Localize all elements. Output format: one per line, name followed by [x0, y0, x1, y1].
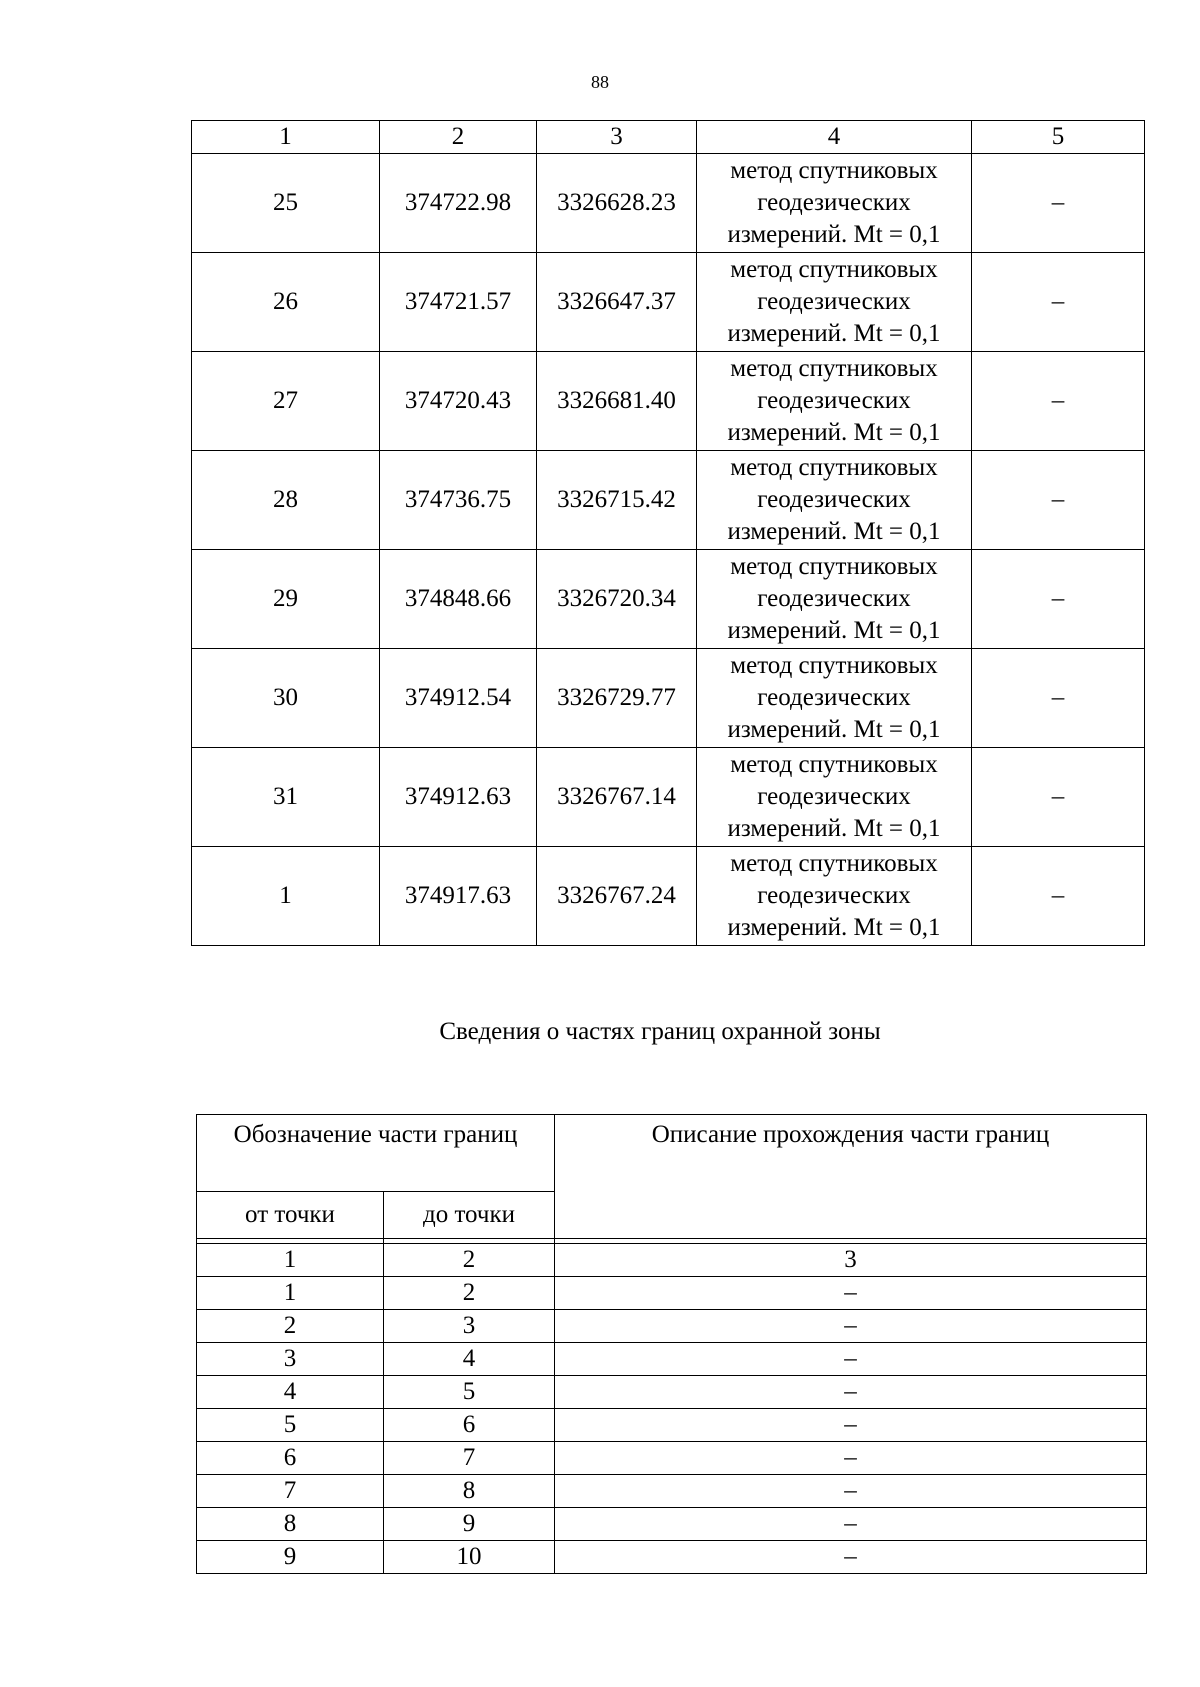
method-line: измерений. Mt = 0,1: [727, 518, 941, 545]
coordinates-header-row: [192, 121, 1145, 154]
method-line: геодезических: [757, 387, 911, 414]
boundary-parts-table: [196, 1114, 1147, 1574]
method-line: метод спутниковых: [730, 751, 938, 778]
from-point-header: от точки: [197, 1192, 384, 1239]
coordinates-table: [191, 120, 1145, 946]
coordinates-col-5-header: 5: [972, 121, 1145, 154]
coordinates-col-1-header: 1: [192, 121, 380, 154]
part-description: –: [555, 1541, 1147, 1574]
note: –: [972, 253, 1145, 352]
method-description: [697, 649, 972, 748]
method-line: метод спутниковых: [730, 355, 938, 382]
table-row: [192, 550, 1145, 649]
part-description: –: [555, 1310, 1147, 1343]
part-description: –: [555, 1508, 1147, 1541]
x-coordinate: 374917.63: [380, 847, 537, 946]
point-number: 25: [192, 154, 380, 253]
note: –: [972, 550, 1145, 649]
from-point: 5: [197, 1409, 384, 1442]
coordinates-col-4-header: 4: [697, 121, 972, 154]
part-description: –: [555, 1376, 1147, 1409]
point-number: 29: [192, 550, 380, 649]
x-coordinate: 374912.54: [380, 649, 537, 748]
point-number: 31: [192, 748, 380, 847]
from-point: 9: [197, 1541, 384, 1574]
section-title: Сведения о частях границ охранной зоны: [439, 1018, 881, 1045]
table-row: [192, 451, 1145, 550]
table-row: [197, 1277, 1147, 1310]
to-point: 9: [384, 1508, 555, 1541]
to-point: 2: [384, 1277, 555, 1310]
x-coordinate: 374912.63: [380, 748, 537, 847]
method-line: геодезических: [757, 684, 911, 711]
note: –: [972, 451, 1145, 550]
method-line: геодезических: [757, 189, 911, 216]
part-description: –: [555, 1343, 1147, 1376]
y-coordinate: 3326628.23: [537, 154, 697, 253]
method-line: измерений. Mt = 0,1: [727, 617, 941, 644]
table-row: [192, 154, 1145, 253]
from-point: 8: [197, 1508, 384, 1541]
parts-col-number-row: [197, 1244, 1147, 1277]
to-point: 3: [384, 1310, 555, 1343]
part-description: –: [555, 1409, 1147, 1442]
table-row: [192, 649, 1145, 748]
table-row: [197, 1475, 1147, 1508]
method-line: метод спутниковых: [730, 850, 938, 877]
table-row: [192, 847, 1145, 946]
method-description: [697, 253, 972, 352]
parts-col-2-number: 2: [384, 1244, 555, 1277]
method-line: геодезических: [757, 585, 911, 612]
table-row: [197, 1409, 1147, 1442]
method-line: метод спутниковых: [730, 553, 938, 580]
method-description: [697, 154, 972, 253]
point-number: 1: [192, 847, 380, 946]
point-number: 26: [192, 253, 380, 352]
part-description: –: [555, 1475, 1147, 1508]
method-description: [697, 352, 972, 451]
from-point: 4: [197, 1376, 384, 1409]
method-line: метод спутниковых: [730, 652, 938, 679]
method-line: измерений. Mt = 0,1: [727, 716, 941, 743]
y-coordinate: 3326647.37: [537, 253, 697, 352]
from-point: 3: [197, 1343, 384, 1376]
to-point: 8: [384, 1475, 555, 1508]
y-coordinate: 3326729.77: [537, 649, 697, 748]
to-point: 7: [384, 1442, 555, 1475]
y-coordinate: 3326767.24: [537, 847, 697, 946]
from-point: 6: [197, 1442, 384, 1475]
x-coordinate: 374721.57: [380, 253, 537, 352]
part-description: –: [555, 1442, 1147, 1475]
method-line: метод спутниковых: [730, 157, 938, 184]
from-point: 1: [197, 1277, 384, 1310]
note: –: [972, 649, 1145, 748]
coordinates-col-2-header: 2: [380, 121, 537, 154]
y-coordinate: 3326720.34: [537, 550, 697, 649]
note: –: [972, 748, 1145, 847]
x-coordinate: 374736.75: [380, 451, 537, 550]
description-header: Описание прохождения части границ: [555, 1115, 1147, 1239]
method-line: измерений. Mt = 0,1: [727, 419, 941, 446]
parts-header-row: [197, 1115, 1147, 1192]
x-coordinate: 374722.98: [380, 154, 537, 253]
to-point: 4: [384, 1343, 555, 1376]
to-point-header: до точки: [384, 1192, 555, 1239]
y-coordinate: 3326715.42: [537, 451, 697, 550]
note: –: [972, 847, 1145, 946]
to-point: 6: [384, 1409, 555, 1442]
parts-col-3-number: 3: [555, 1244, 1147, 1277]
point-number: 27: [192, 352, 380, 451]
note: –: [972, 154, 1145, 253]
to-point: 5: [384, 1376, 555, 1409]
method-description: [697, 847, 972, 946]
part-description: –: [555, 1277, 1147, 1310]
table-row: [197, 1508, 1147, 1541]
method-line: метод спутниковых: [730, 454, 938, 481]
method-description: [697, 451, 972, 550]
from-point: 2: [197, 1310, 384, 1343]
method-line: геодезических: [757, 882, 911, 909]
to-point: 10: [384, 1541, 555, 1574]
method-line: геодезических: [757, 783, 911, 810]
method-line: измерений. Mt = 0,1: [727, 815, 941, 842]
table-row: [192, 748, 1145, 847]
from-point: 7: [197, 1475, 384, 1508]
y-coordinate: 3326681.40: [537, 352, 697, 451]
table-row: [197, 1442, 1147, 1475]
method-line: геодезических: [757, 486, 911, 513]
method-line: метод спутниковых: [730, 256, 938, 283]
x-coordinate: 374848.66: [380, 550, 537, 649]
table-row: [197, 1376, 1147, 1409]
note: –: [972, 352, 1145, 451]
y-coordinate: 3326767.14: [537, 748, 697, 847]
x-coordinate: 374720.43: [380, 352, 537, 451]
point-number: 28: [192, 451, 380, 550]
method-line: измерений. Mt = 0,1: [727, 914, 941, 941]
coordinates-col-3-header: 3: [537, 121, 697, 154]
method-description: [697, 748, 972, 847]
table-row: [197, 1310, 1147, 1343]
method-description: [697, 550, 972, 649]
table-row: [197, 1343, 1147, 1376]
method-line: измерений. Mt = 0,1: [727, 221, 941, 248]
method-line: измерений. Mt = 0,1: [727, 320, 941, 347]
page-number: 88: [591, 72, 609, 92]
method-line: геодезических: [757, 288, 911, 315]
point-number: 30: [192, 649, 380, 748]
table-row: [192, 253, 1145, 352]
designation-header: Обозначение части границ: [197, 1115, 555, 1192]
table-row: [192, 352, 1145, 451]
table-row: [197, 1541, 1147, 1574]
parts-col-1-number: 1: [197, 1244, 384, 1277]
